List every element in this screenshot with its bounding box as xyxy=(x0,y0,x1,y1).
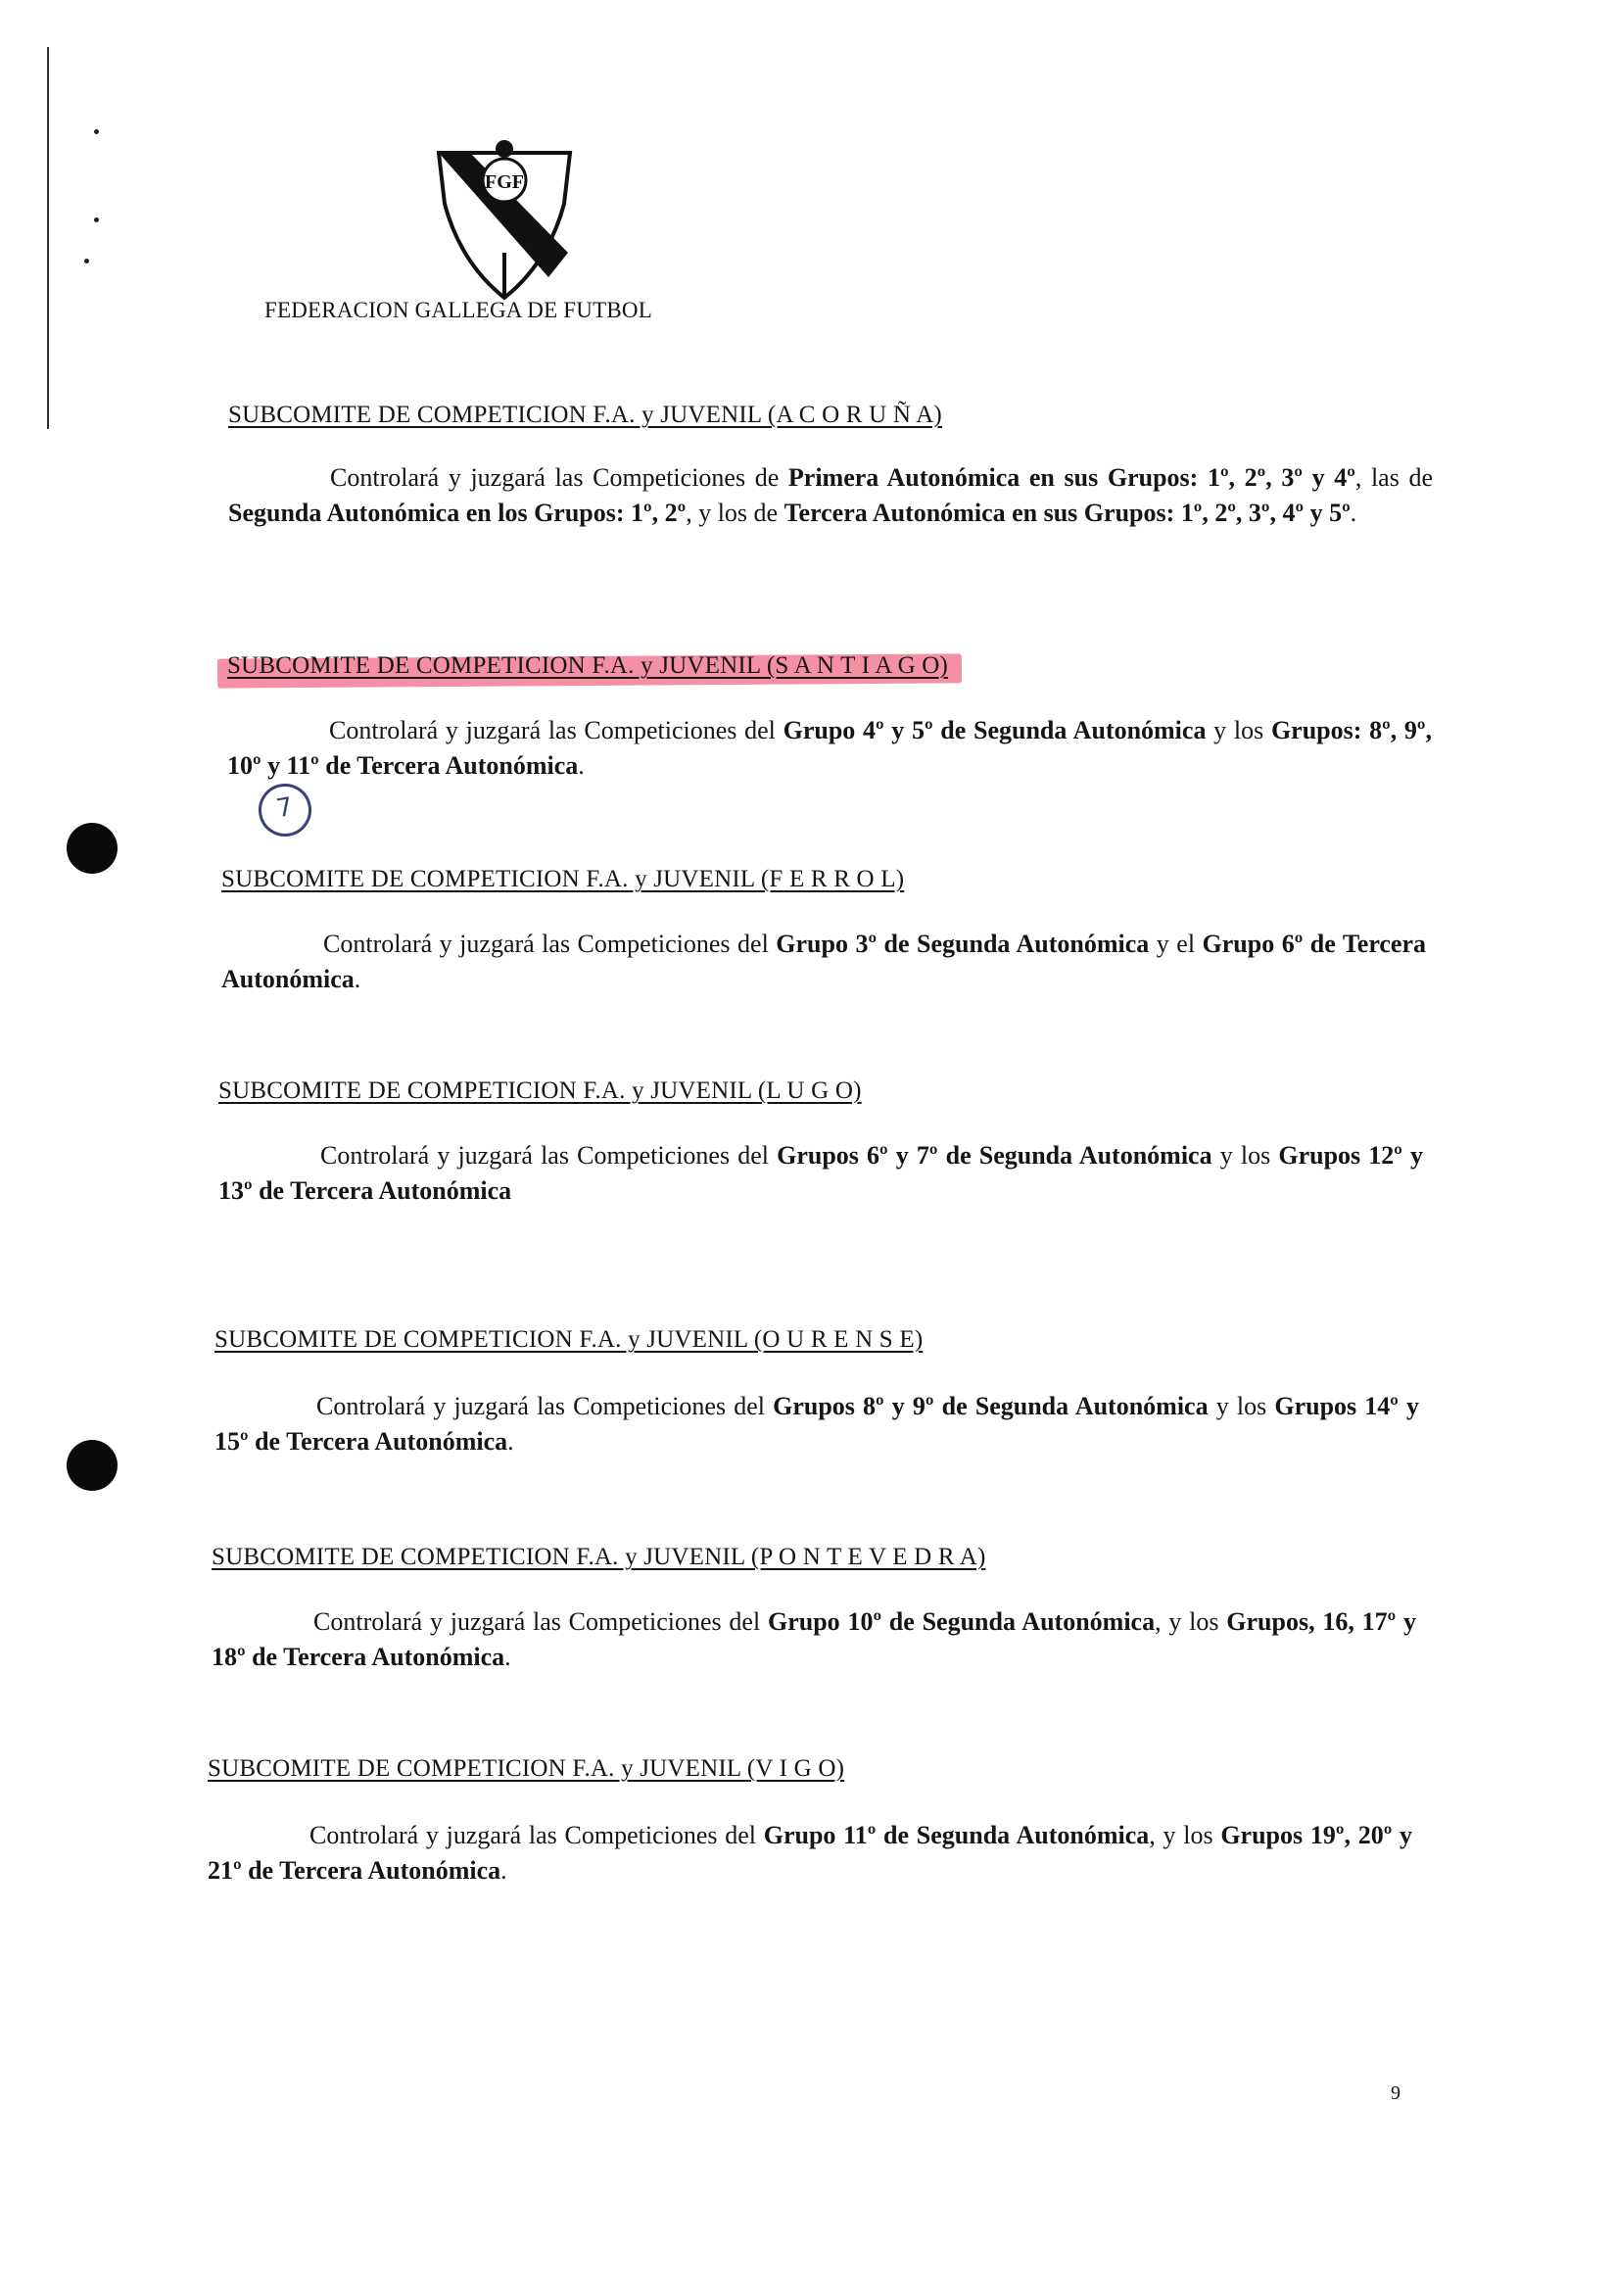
section-ferrol xyxy=(221,866,1426,997)
section-santiago xyxy=(227,652,1432,784)
section-body: Controlará y juzgará las Competiciones del Grupos 6º y 7º de Segunda Autonómica y los Grupos 12º y 13º de Tercera Autonómica xyxy=(218,1141,1424,1205)
section-pontevedra xyxy=(212,1544,1416,1675)
punch-hole xyxy=(67,823,118,874)
section-a-coruna xyxy=(228,402,1433,531)
section-heading: SUBCOMITE DE COMPETICION F.A. y JUVENIL (L U G O) xyxy=(218,1077,862,1104)
section-ourense xyxy=(214,1326,1419,1459)
punch-hole xyxy=(67,1440,118,1491)
section-heading-highlighted: SUBCOMITE DE COMPETICION F.A. y JUVENIL (S A N T I A G O) xyxy=(227,652,949,679)
section-heading: SUBCOMITE DE COMPETICION F.A. y JUVENIL (A C O R U Ñ A) xyxy=(228,402,942,428)
section-heading: SUBCOMITE DE COMPETICION F.A. y JUVENIL (O U R E N S E) xyxy=(214,1326,924,1353)
section-body: Controlará y juzgará las Competiciones del Grupos 8º y 9º de Segunda Autonómica y los Grupos 14º y 15º de Tercera Autonómica. xyxy=(214,1392,1420,1456)
section-lugo xyxy=(218,1077,1423,1209)
section-heading: SUBCOMITE DE COMPETICION F.A. y JUVENIL (F E R R O L) xyxy=(221,866,905,892)
organization-name: FEDERACION GALLEGA DE FUTBOL xyxy=(264,298,652,322)
page-number: 9 xyxy=(1391,2082,1400,2104)
scan-speck xyxy=(94,129,99,134)
federation-crest-logo xyxy=(431,135,578,302)
section-body: Controlará y juzgará las Competiciones de Primera Autonómica en sus Grupos: 1º, 2º, 3º y 4º, las de Segunda Autonómica en los Grupos: 1º, 2º, y los de Tercera Autonómica en sus Grupos: 1º, 2º, 3º, 4º y 5º. xyxy=(228,463,1434,527)
section-body: Controlará y juzgará las Competiciones del Grupo 11º de Segunda Autonómica, y los Grupos 19º, 20º y 21º de Tercera Autonómica. xyxy=(208,1821,1413,1885)
handwritten-circled-number: 7 xyxy=(255,780,316,841)
scan-margin-line xyxy=(47,47,49,429)
section-body: Controlará y juzgará las Competiciones del Grupo 3º de Segunda Autonómica y el Grupo 6º de Tercera Autonómica. xyxy=(221,930,1427,993)
section-heading: SUBCOMITE DE COMPETICION F.A. y JUVENIL (P O N T E V E D R A) xyxy=(212,1544,986,1570)
svg-text:FGF: FGF xyxy=(485,171,524,193)
section-body: Controlará y juzgará las Competiciones del Grupo 10º de Segunda Autonómica, y los Grupos, 16, 17º y 18º de Tercera Autonómica. xyxy=(212,1607,1416,1671)
scan-speck xyxy=(84,259,89,263)
section-body: Controlará y juzgará las Competiciones del Grupo 4º y 5º de Segunda Autonómica y los Grupos: 8º, 9º, 10º y 11º de Tercera Autonómica. xyxy=(227,716,1432,780)
section-vigo xyxy=(208,1755,1412,1889)
scan-speck xyxy=(94,217,99,222)
section-heading: SUBCOMITE DE COMPETICION F.A. y JUVENIL (V I G O) xyxy=(208,1755,845,1782)
